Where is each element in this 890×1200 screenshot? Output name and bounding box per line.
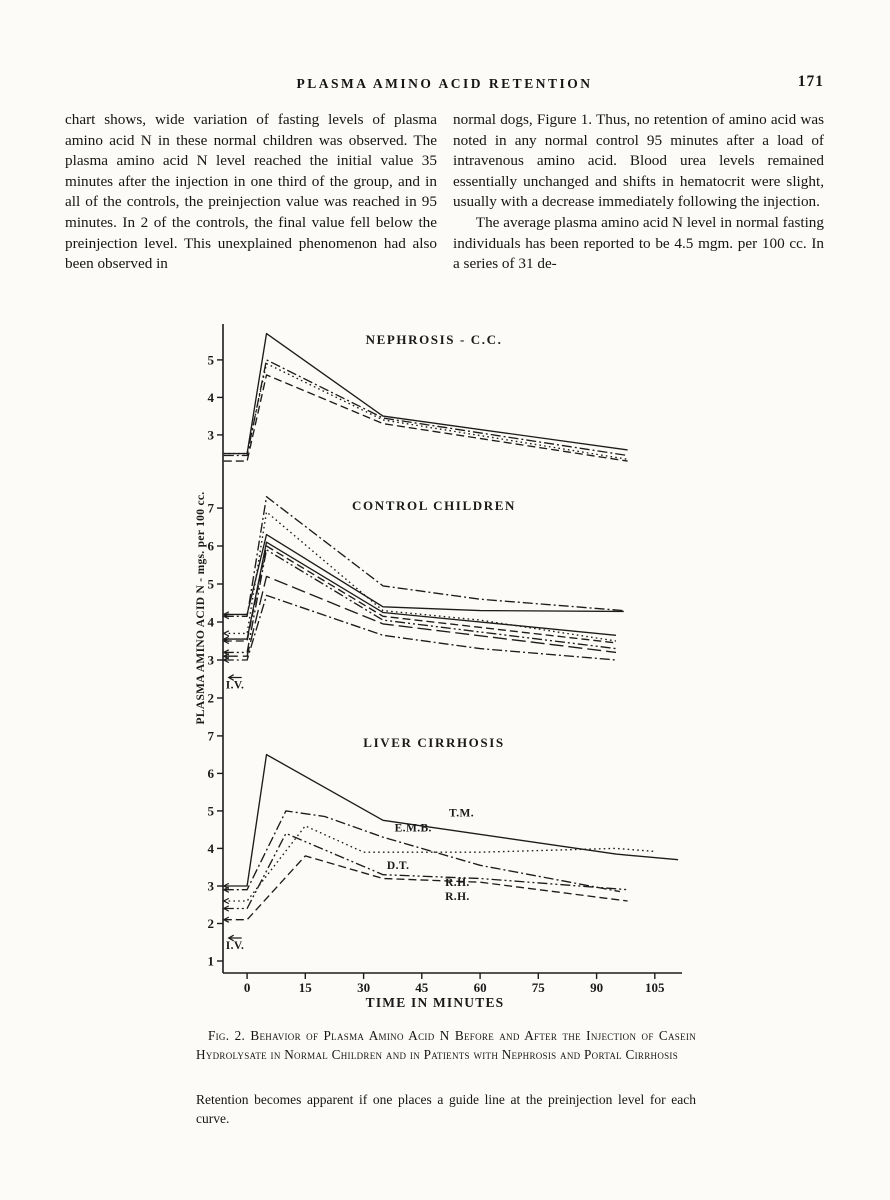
figure-caption-text: Behavior of Plasma Amino Acid N Before and After the Injection of Casein Hydrolysate in Normal Children and in Patients with Nephrosis and Portal Cirrhosis (196, 1028, 696, 1062)
svg-text:105: 105 (645, 980, 665, 995)
svg-text:PLASMA AMINO ACID N - mgs. per: PLASMA AMINO ACID N - mgs. per 100 cc. (195, 491, 207, 725)
svg-text:1: 1 (207, 953, 214, 969)
svg-text:I.V.: I.V. (225, 940, 245, 952)
svg-text:7: 7 (207, 728, 214, 744)
svg-text:5: 5 (207, 352, 214, 368)
svg-text:75: 75 (531, 980, 545, 995)
svg-text:2: 2 (207, 916, 214, 931)
svg-text:5: 5 (207, 576, 214, 592)
svg-text:90: 90 (590, 980, 604, 995)
svg-text:30: 30 (357, 980, 371, 995)
svg-text:E.M.B.: E.M.B. (394, 822, 432, 835)
svg-text:6: 6 (207, 538, 214, 554)
running-title: PLASMA AMINO ACID RETENTION (296, 76, 593, 91)
svg-text:60: 60 (473, 980, 487, 995)
svg-text:TIME IN MINUTES: TIME IN MINUTES (365, 995, 505, 1010)
svg-text:0: 0 (243, 980, 251, 995)
svg-text:LIVER CIRRHOSIS: LIVER CIRRHOSIS (363, 735, 505, 750)
svg-text:45: 45 (415, 980, 429, 995)
figure-note: Retention becomes apparent if one places a guide line at the preinjection level for each curve. (196, 1092, 696, 1126)
svg-text:T.M.: T.M. (449, 807, 475, 820)
svg-text:NEPHROSIS - C.C.: NEPHROSIS - C.C. (365, 332, 503, 347)
svg-text:4: 4 (207, 840, 214, 856)
page-number: 171 (797, 73, 824, 90)
svg-text:6: 6 (207, 765, 214, 781)
right-paragraph-2: The average plasma amino acid N level in normal fasting individuals has been reported to be 4.5 mgm. per 100 cc. In a series of 31 de- (453, 213, 824, 273)
svg-text:7: 7 (207, 500, 214, 516)
left-column-text: chart shows, wide variation of fasting levels of plasma amino acid N in these normal children was observed. The plasma amino acid N level reached the initial value 35 minutes after the injection in one third of the group, and in all of the controls, the preinjection value was reached in 95 minutes. In 2 of the controls, the final value fell below the preinjection level. This unexplained phenomenon had also been observed in (65, 111, 437, 273)
svg-text:R.H.: R.H. (445, 891, 470, 904)
figure-caption-label: Fig. 2. (208, 1028, 246, 1043)
svg-text:2: 2 (207, 690, 214, 706)
svg-text:3: 3 (207, 652, 214, 668)
svg-text:4: 4 (207, 389, 214, 405)
right-paragraph-1: normal dogs, Figure 1. Thus, no retention of amino acid was noted in any normal control 95 minutes after a load of intravenous amino acid. Blood urea levels remained essentially unchanged and shifts in hematocrit were slight, usually with a decrease immediately following the injection. (453, 111, 824, 211)
svg-text:CONTROL CHILDREN: CONTROL CHILDREN (352, 498, 516, 513)
svg-text:D.T.: D.T. (386, 860, 410, 873)
svg-text:4: 4 (207, 614, 214, 630)
figure-caption (196, 1026, 696, 1064)
right-column-text (453, 110, 824, 275)
svg-text:15: 15 (298, 980, 312, 995)
svg-text:I.V.: I.V. (225, 679, 245, 692)
svg-text:5: 5 (207, 803, 214, 819)
svg-text:3: 3 (207, 878, 214, 894)
page-header (65, 73, 824, 98)
figure-2-chart (190, 316, 712, 1018)
svg-text:3: 3 (207, 427, 214, 443)
svg-text:R.H.: R.H. (445, 877, 470, 889)
